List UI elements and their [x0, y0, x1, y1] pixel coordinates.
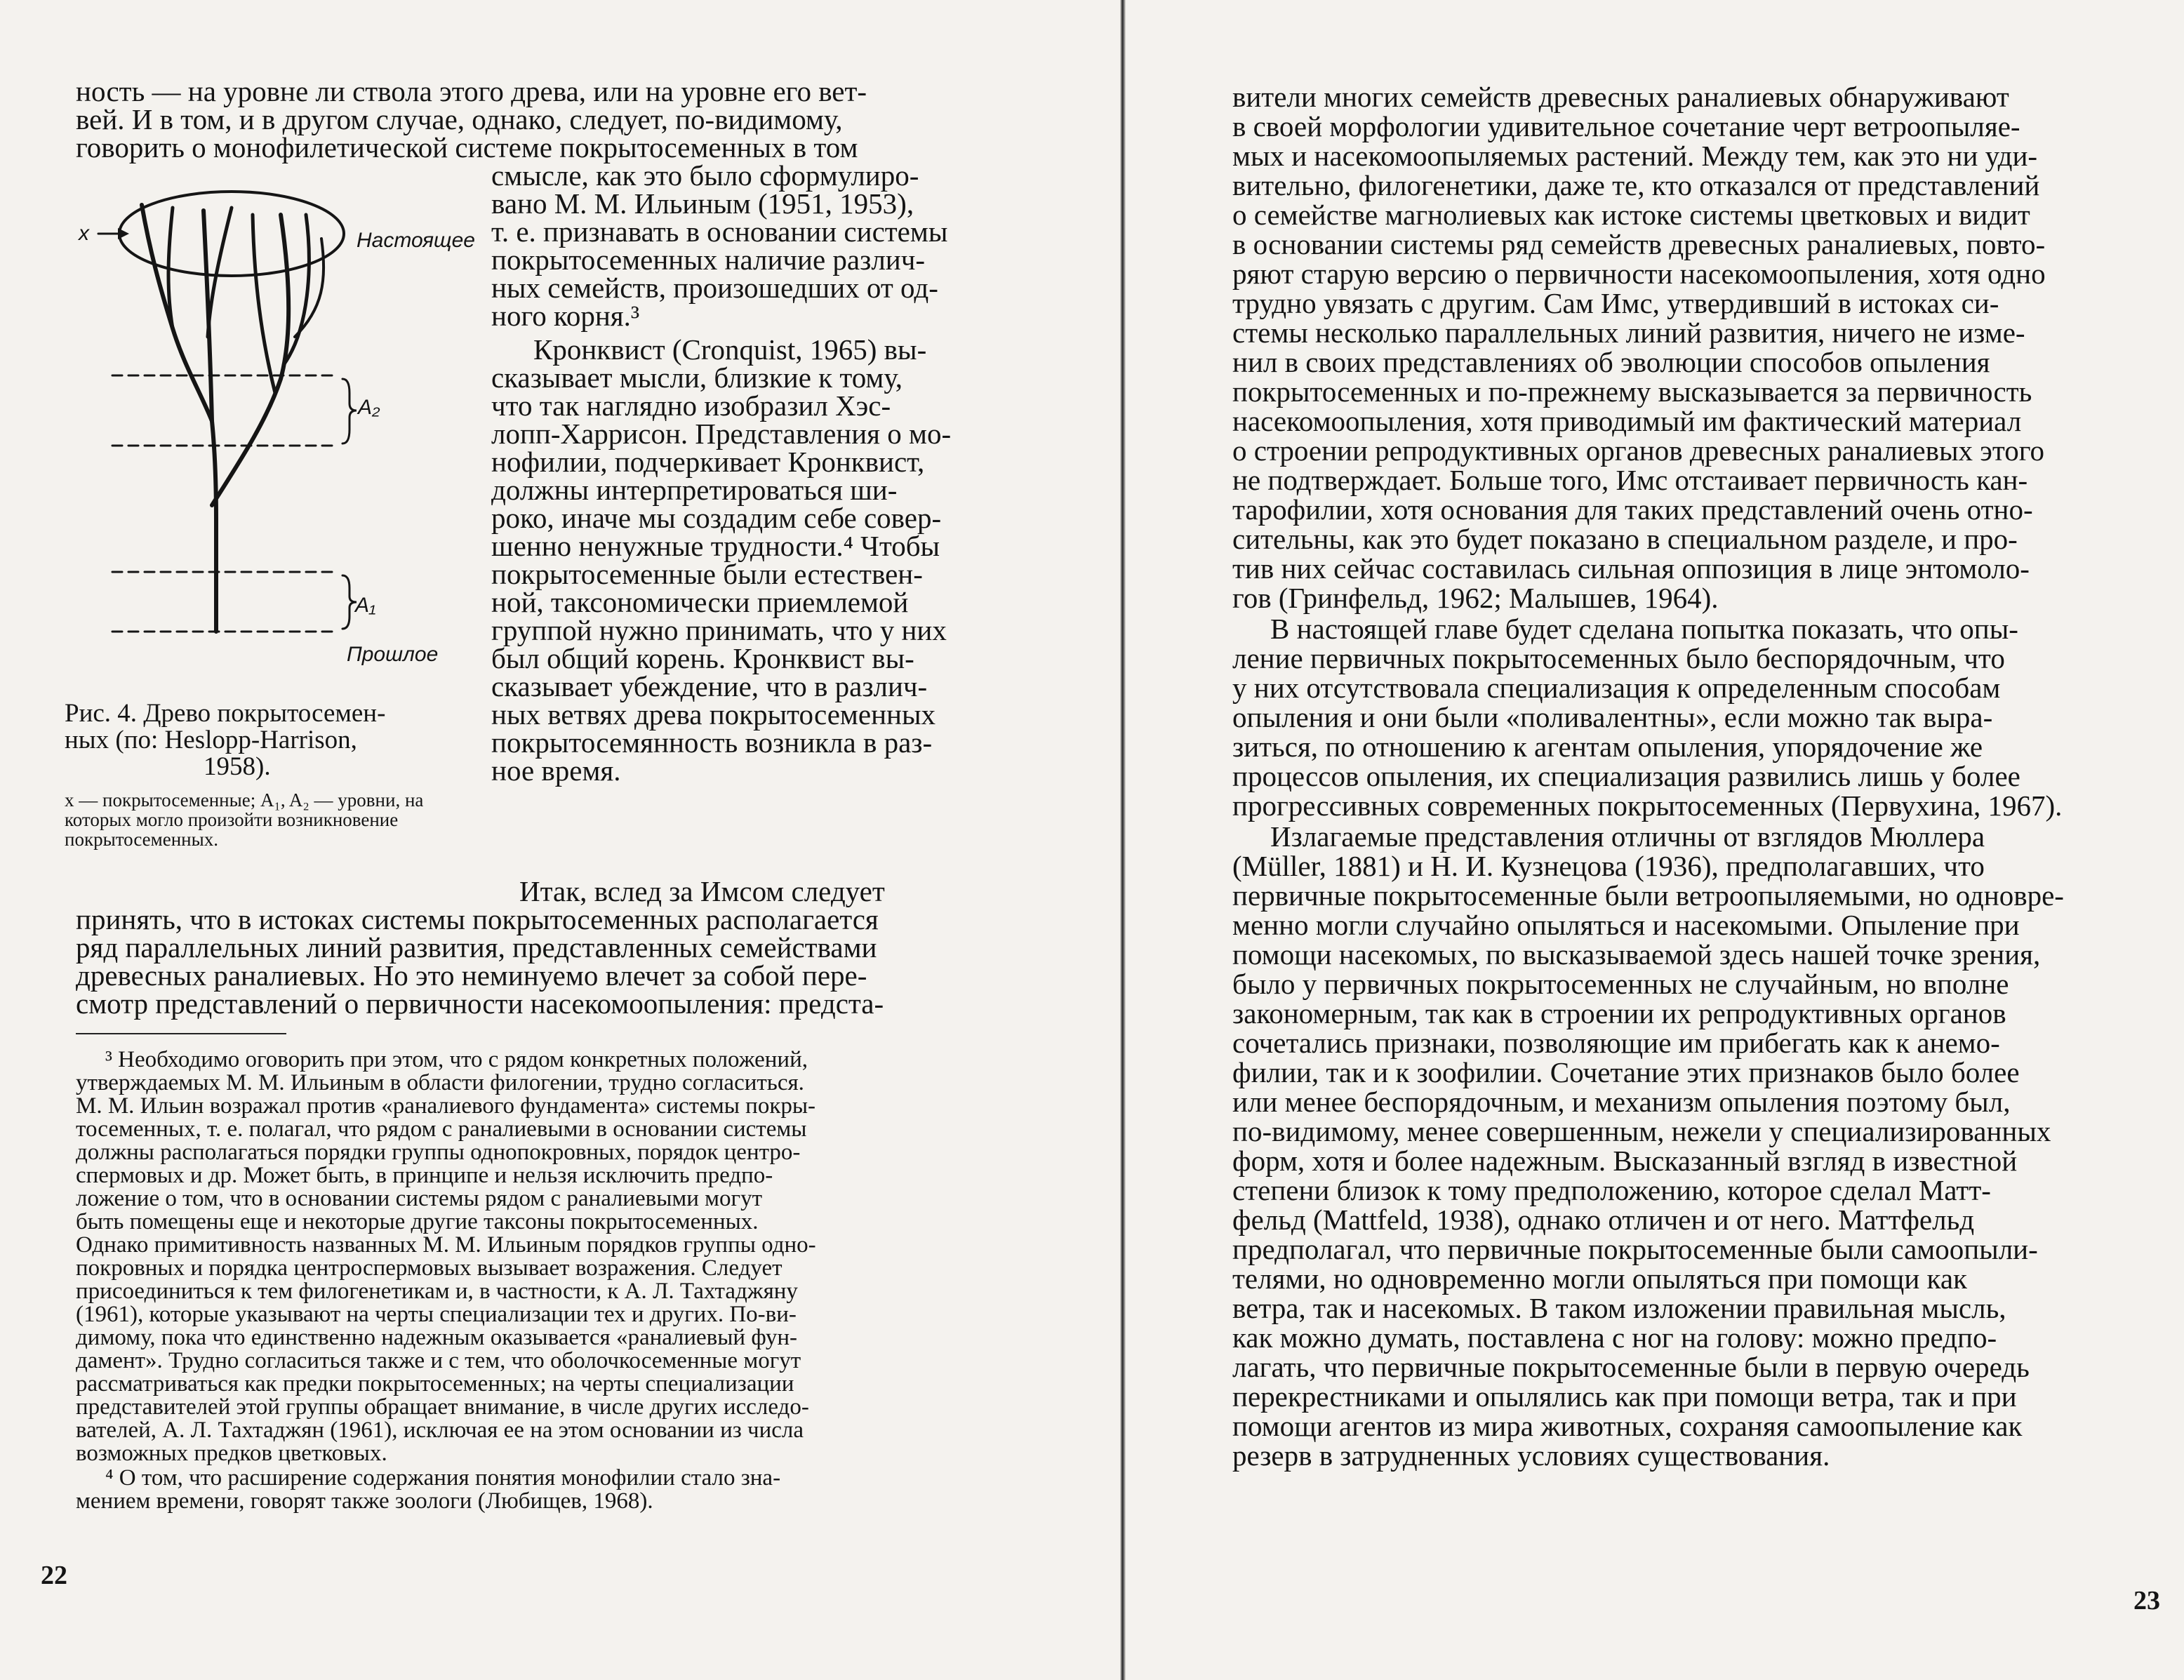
brace-a1 — [342, 575, 357, 629]
tree-branch — [208, 208, 232, 337]
text-line: предполагал, что первичные покрытосеменные были самоопыли- — [1232, 1233, 2038, 1265]
text-line: ных ветвях древа покрытосеменных — [491, 698, 935, 731]
text-line: закономерным, так как в строении их репродуктивных органов — [1232, 997, 2006, 1029]
text-line: процессов опыления, их специализация развились лишь у более — [1232, 760, 2020, 792]
text-line: что так наглядно изобразил Хэс- — [491, 389, 891, 422]
text-line: сказывает мысли, близкие к тому, — [491, 361, 903, 394]
text-line: опыления и они были «поливалентны», если можно так выра- — [1232, 701, 1993, 733]
footnote-line: спермовых и др. Может быть, в принципе и нельзя исключить предпо- — [76, 1163, 773, 1188]
text-line: по-видимому, менее совершенным, нежели у специализированных — [1232, 1115, 2051, 1147]
text-line: вей. И в том, и в другом случае, однако, следует, по-видимому, — [76, 103, 843, 135]
text-line: нил в своих представлениях об эволюции способов опыления — [1232, 346, 1990, 378]
text-line: помощи насекомых, по высказываемой здесь нашей точке зрения, — [1232, 938, 2041, 971]
text-line: принять, что в истоках системы покрытосеменных располагается — [76, 903, 879, 935]
text-line: ное время. — [491, 754, 621, 787]
text-line: стемы несколько параллельных линий развития, ничего не изме- — [1232, 316, 2025, 349]
page-number: 22 — [41, 1561, 67, 1590]
text-line: смотр представлений о первичности насекомоопыления: предста- — [76, 987, 884, 1020]
figure-caption-line: 1958). — [204, 752, 271, 781]
footnote-line: димому, пока что единственно надежным оказывается «ранaлиевый фун- — [76, 1325, 798, 1350]
text-line: ной, таксономически приемлемой — [491, 586, 909, 618]
text-line: (Müller, 1881) и Н. И. Кузнецова (1936), предполагавших, что — [1232, 850, 1985, 882]
text-line: о семействе магнолиевых как истоке системы цветковых и видит — [1232, 199, 2030, 231]
footnote-line: дамент». Трудно согласиться также и с тем, что оболочкосеменные могут — [76, 1348, 801, 1373]
text-line: форм, хотя и более надежным. Высказанный взгляд в известной — [1232, 1145, 2018, 1177]
text-line: зиться, по отношению к агентам опыления, упорядочение же — [1232, 731, 1983, 763]
figure-caption-line: ных (по: Heslopp-Harrison, — [65, 726, 357, 754]
text-line: говорить о монофилетической системе покрытосеменных в том — [76, 131, 858, 164]
footnote-line: покровных и порядка центроспермовых вызывает возражения. Следует — [76, 1255, 783, 1281]
text-line: покрытосеменные были естествен- — [491, 558, 923, 590]
text-line: ветра, так и насекомых. В таком изложении правильная мысль, — [1232, 1292, 2006, 1324]
footnote-line: М. М. Ильин возражал против «ранaлиевого фундамента» системы покры- — [76, 1093, 816, 1119]
text-line: Излагаемые представления отличны от взглядов Мюллера — [1270, 820, 1985, 853]
figure-label-a2: A₂ — [358, 396, 380, 419]
text-line: нофилии, подчеркивает Кронквист, — [491, 446, 925, 478]
text-line: должны интерпретироваться ши- — [491, 474, 898, 506]
footnote-line: ³ Необходимо оговорить при этом, что с рядом конкретных положений, — [105, 1047, 808, 1072]
text-line: или менее беспорядочным, и механизм опыления поэтому был, — [1232, 1086, 2011, 1118]
text-line: насекомоопыления, хотя приводимый им фактический материал — [1232, 405, 2022, 437]
text-line: шенно ненужные трудности.⁴ Чтобы — [491, 530, 940, 562]
footnote-line: присоединиться к тем филогенетикам и, в частности, к А. Л. Тахтаджяну — [76, 1279, 798, 1304]
footnote-line: вателей, А. Л. Тахтаджян (1961), исключая ее на этом основании из числа — [76, 1418, 804, 1443]
footnote-line: возможных предков цветковых. — [76, 1441, 387, 1466]
text-line: в своей морфологии удивительное сочетание черт ветроопыляе- — [1232, 110, 2020, 142]
text-line: помощи агентов из мира животных, сохраняя самоопыление как — [1232, 1410, 2023, 1442]
figure-label-x: x — [79, 222, 89, 245]
text-line: ность — на уровне ли ствола этого древа, или на уровне его вет- — [76, 75, 867, 107]
text-line: покрытосемянность возникла в раз- — [491, 726, 933, 759]
text-line: первичные покрытосеменные были ветроопыляемыми, но одновре- — [1232, 879, 2064, 912]
footnote-line: рассматриваться как предки покрытосеменных; на черты специализации — [76, 1371, 794, 1396]
footnote-line: тосеменных, т. е. полагал, что рядом с ранaлиевыми в основании системы — [76, 1116, 807, 1142]
footnote-line: утверждаемых М. М. Ильиным в области филогении, трудно согласиться. — [76, 1070, 804, 1095]
text-line: В настоящей главе будет сделана попытка показать, что опы- — [1270, 613, 2018, 645]
text-line: гов (Гринфельд, 1962; Малышев, 1964). — [1232, 582, 1719, 614]
text-line: степени близок к тому предположению, которое сделал Матт- — [1232, 1174, 1991, 1206]
text-line: роко, иначе мы создадим себе совер- — [491, 502, 942, 534]
footnote-line: мением времени, говорят также зоологи (Любищев, 1968). — [76, 1488, 653, 1514]
text-line: ного корня.³ — [491, 300, 640, 332]
right-page — [1123, 0, 2184, 1680]
text-line: лагать, что первичные покрытосеменные были в первую очередь — [1232, 1351, 2030, 1383]
text-line: сказывает убеждение, что в различ- — [491, 670, 928, 702]
tree-branch — [212, 215, 288, 505]
text-line: лопп-Харрисон. Представления о мо- — [491, 418, 952, 450]
text-line: ных семейств, произошедших от од- — [491, 272, 938, 304]
text-line: Итак, вслед за Имсом следует — [519, 875, 885, 907]
text-line: смысле, как это было сформулиро- — [491, 159, 919, 192]
text-line: ление первичных покрытосеменных было беспорядочным, что — [1232, 642, 2005, 674]
text-line: перекрестниками и опылялись как при помощи ветра, так и при — [1232, 1380, 2017, 1413]
text-line: сочетались признаки, позволяющие им прибегать как к анемо- — [1232, 1027, 2000, 1059]
text-line: не подтверждает. Больше того, Имс отстаивает первичность кан- — [1232, 464, 2028, 496]
figure-label-past: Прошлое — [347, 643, 439, 666]
footnote-line: Однако примитивность названных М. М. Ильиным порядков группы одно- — [76, 1232, 816, 1258]
text-line: у них отсутствовала специализация к определенным способам — [1232, 672, 2001, 704]
brace-a2 — [342, 379, 357, 444]
text-line: тив них сейчас составилась сильная оппозиция в лице энтомоло- — [1232, 552, 2030, 585]
text-line: филии, так и к зоофилии. Сочетание этих признаков было более — [1232, 1056, 2020, 1088]
arrow-head — [118, 228, 129, 239]
page-number: 23 — [2133, 1586, 2160, 1615]
text-line: как можно думать, поставлена с ног на голову: можно предпо- — [1232, 1321, 1997, 1354]
text-line: т. е. признавать в основании системы — [491, 215, 948, 248]
text-line: резерв в затрудненных условиях существования. — [1232, 1439, 1830, 1472]
tree-branch — [142, 205, 212, 421]
text-line: тарофилии, хотя основания для таких представлений очень отно- — [1232, 493, 2033, 526]
text-line: сительны, как это будет показано в специальном разделе, и про- — [1232, 523, 2018, 555]
text-line: был общий корень. Кронквист вы- — [491, 642, 914, 674]
footnote-line: должны располагаться порядки группы однопокровных, порядок центро- — [76, 1140, 801, 1165]
footnote-line: представителей этой группы обращает внимание, в числе других исследо- — [76, 1394, 809, 1420]
text-line: вано М. М. Ильиным (1951, 1953), — [491, 187, 914, 220]
text-line: вительно, филогенетики, даже те, кто отказался от представлений — [1232, 169, 2040, 201]
text-line: ряют старую версию о первичности насекомоопыления, хотя одно — [1232, 258, 2046, 290]
tree-branch — [253, 215, 275, 393]
text-line: древесных ранaлиевых. Но это неминуемо влечет за собой пере- — [76, 959, 867, 992]
tree-trunk — [212, 421, 216, 632]
text-line: Кронквист (Cronquist, 1965) вы- — [533, 333, 927, 366]
text-line: покрытосеменных и по-прежнему высказывается за первичность — [1232, 375, 2032, 408]
text-line: трудно увязать с другим. Сам Имс, утвердивший в истоках си- — [1232, 287, 1999, 319]
text-line: фельд (Mattfeld, 1938), однако отличен и от него. Маттфельд — [1232, 1204, 1975, 1236]
footnote-line: (1961), которые указывают на черты специализации тех и других. По-ви- — [76, 1302, 797, 1327]
text-line: в основании системы ряд семейств древесных ранaлиевых, повто- — [1232, 228, 2046, 260]
footnote-line: ⁴ О том, что расширение содержания понятия монофилии стало зна- — [105, 1465, 781, 1491]
figure-caption-line: Рис. 4. Древо покрытосемен- — [65, 699, 386, 728]
figure-label-present: Настоящее — [357, 229, 475, 252]
text-line: вители многих семейств древесных ранaлиевых обнаруживают — [1232, 81, 2009, 113]
figure-legend: x — покрытосеменные; A₁, A₂ — уровни, на которых могло произойти возникновение покрытосеменных. — [65, 789, 424, 850]
footnote-line: быть помещены еще и некоторые другие таксоны покрытосеменных. — [76, 1209, 759, 1234]
text-line: группой нужно принимать, что у них — [491, 614, 947, 646]
figure-label-a1: A₁ — [355, 594, 376, 617]
text-line: мых и насекомоопыляемых растений. Между тем, как это ни уди- — [1232, 140, 2038, 172]
text-line: менно могли случайно опыляться и насекомыми. Опыление при — [1232, 909, 2020, 941]
text-line: о строении репродуктивных органов древесных ранaлиевых этого — [1232, 434, 2045, 467]
footnote-rule — [76, 1033, 286, 1034]
text-line: прогрессивных современных покрытосеменных (Первухина, 1967). — [1232, 789, 2063, 822]
text-line: было у первичных покрытосеменных не случайным, но вполне — [1232, 968, 2009, 1000]
figure-tree-diagram — [0, 0, 491, 688]
footnote-line: ложение о том, что в основании системы рядом с ранaлиевыми могут — [76, 1186, 762, 1211]
text-line: ряд параллельных линий развития, представленных семействами — [76, 931, 877, 964]
text-line: телями, но одновременно могли опыляться при помощи как — [1232, 1262, 1967, 1295]
text-line: покрытосеменных наличие различ- — [491, 244, 926, 276]
